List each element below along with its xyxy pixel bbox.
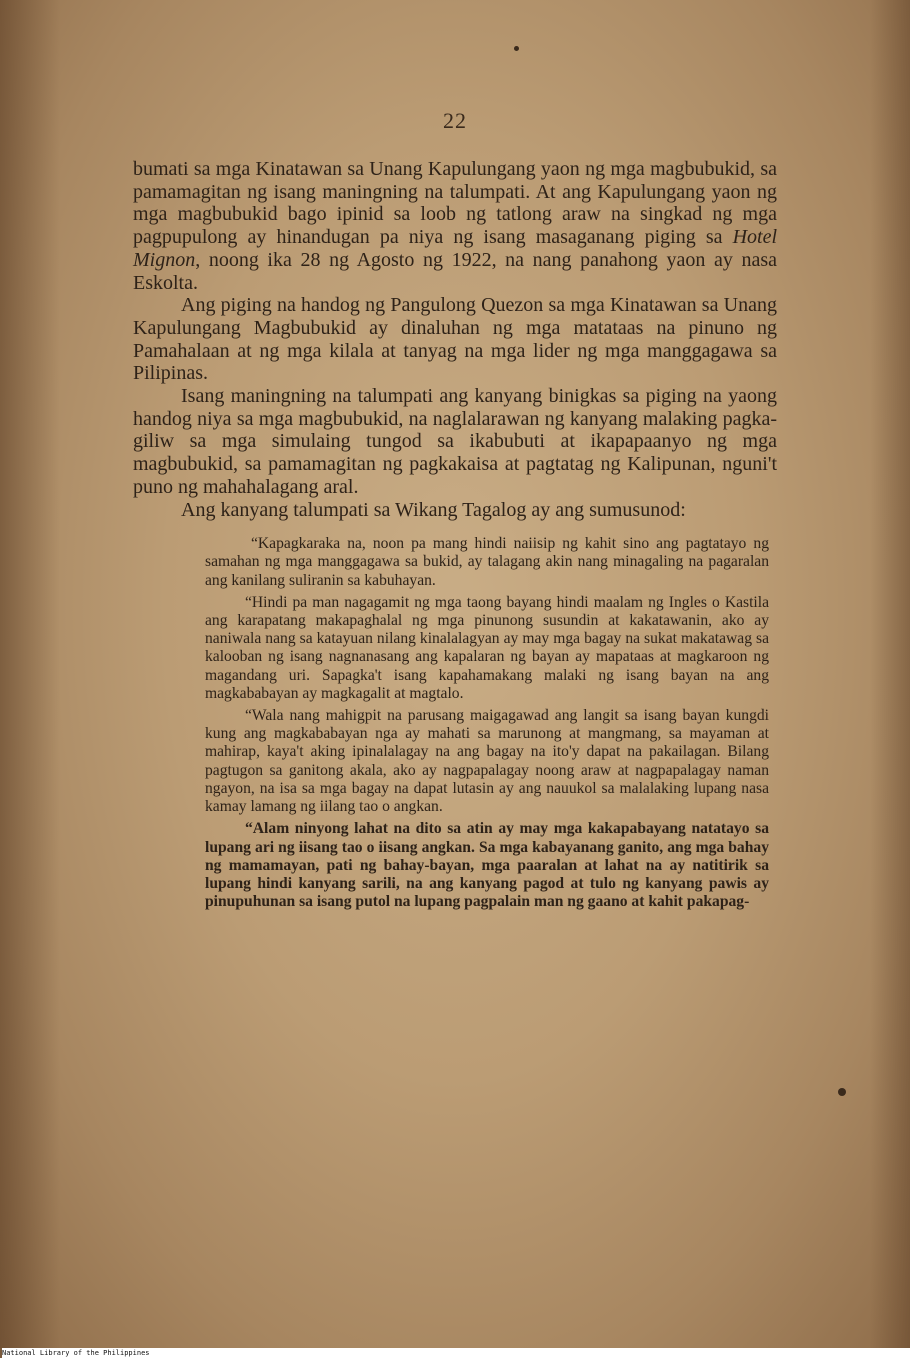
paragraph-1-before: bumati sa mga Kinatawan sa Unang Kapulungang yaon ng mga magbubukid, sa pamamagitan ng isang maningning na talumpati. At ang Kapulungang yaon ng mga magbubukid bago ipinid sa loob ng tatlong araw na singkad ng mga pagpupulong ay hinandugan pa niya ng isang masaganang piging sa [133,158,777,249]
body-text [133,158,777,915]
ink-spot-top [514,46,519,51]
paragraph-3: Isang maningning na talumpati ang kanyang binigkas sa piging na yaong handog niya sa mga magbubukid, na naglalarawan ng kanyang malaking pagka-giliw sa mga simulaing tungod sa ikabubuti at ikapapaanyo ng mga magbubukid, sa pamamagitan ng pagkakaisa at pagtatag ng Kalipunan, nguni't puno ng mahahalagang aral. [133,385,777,498]
speech-quote-block [133,535,777,911]
quote-paragraph-4: “Alam ninyong lahat na dito sa atin ay may mga kakapabayang natatayo sa lupang ari ng iisang tao o iisang angkan. Sa mga kabayanang ganito, ang mga bahay ng mamamayan, pati ng bahay-bayan, mga paaralan at lahat na ay natitirik sa lupang hindi kanyang sarili, na ang kanyang pagod at tulo ng kanyang pawis ay pinupuhunan sa isang putol na lupang pagpalain man ng gaano at kahit pakapag- [205,820,769,911]
paragraph-4: Ang kanyang talumpati sa Wikang Tagalog ay ang sumusunod: [181,498,686,521]
quote-paragraph-1: “Kapagkaraka na, noon pa mang hindi naiisip ng kahit sino ang pagtatayo ng samahan ng mga manggagawa sa bukid, ay talagang akin nang minagaling na pagaralan ang kanilang suliranin sa kabuhayan. [205,535,769,589]
paragraph-1-after: , noong ika 28 ng Agosto ng 1922, na nang panahong yaon ay nasa Eskolta. [133,248,777,294]
paragraph-1 [133,158,777,294]
quote-paragraph-3: “Wala nang mahigpit na parusang maigagawad ang langit sa isang bayan kungdi kung ang magkababayan nga ay mahati sa marunong at mangmang, sa mayaman at mahirap, kaya't aking ipinalalagay na ang bagay na ito'y dapat na pakailagan. Bilang pagtugon sa ganitong akala, ako ay nagpapalagay noong araw at nagpapalagay naman ngayon, na isa sa mga bagay na dapat lutasin ay ang nauukol sa malalaking lupang nasa kamay lamang ng iilang tao o angkan. [205,707,769,816]
library-footer: National Library of the Philippines [2,1348,910,1358]
ink-spot [838,1088,846,1096]
quote-paragraph-2: “Hindi pa man nagagamit ng mga taong bayang hindi maalam ng Ingles o Kastila ang karapatang makapaghalal ng mga pinunong susundin at kakatawanin, ako ay naniwala nang sa katayuan nilang kinalalagyan ay may mga bagay na sukat makatawag sa kalooban ng isang nagnanasang ang kapalaran ng bayan ay mapataas at magkaroon ng magandang uri. Sapagka't isang kapahamakang malaki ng isang bayan na ang magkababayan ay magkagalit at magtalo. [205,593,769,702]
hotel-name: Hotel Mignon [133,226,777,271]
paragraph-2: Ang piging na handog ng Pangulong Quezon sa mga Kinatawan sa Unang Kapulungang Magbubukid ay dinaluhan ng mga matataas na pinuno ng Pamahalaan at ng mga kilala at tanyag na mga lider ng mga manggagawa sa Pilipinas. [133,294,777,385]
page-number: 22 [443,108,467,133]
